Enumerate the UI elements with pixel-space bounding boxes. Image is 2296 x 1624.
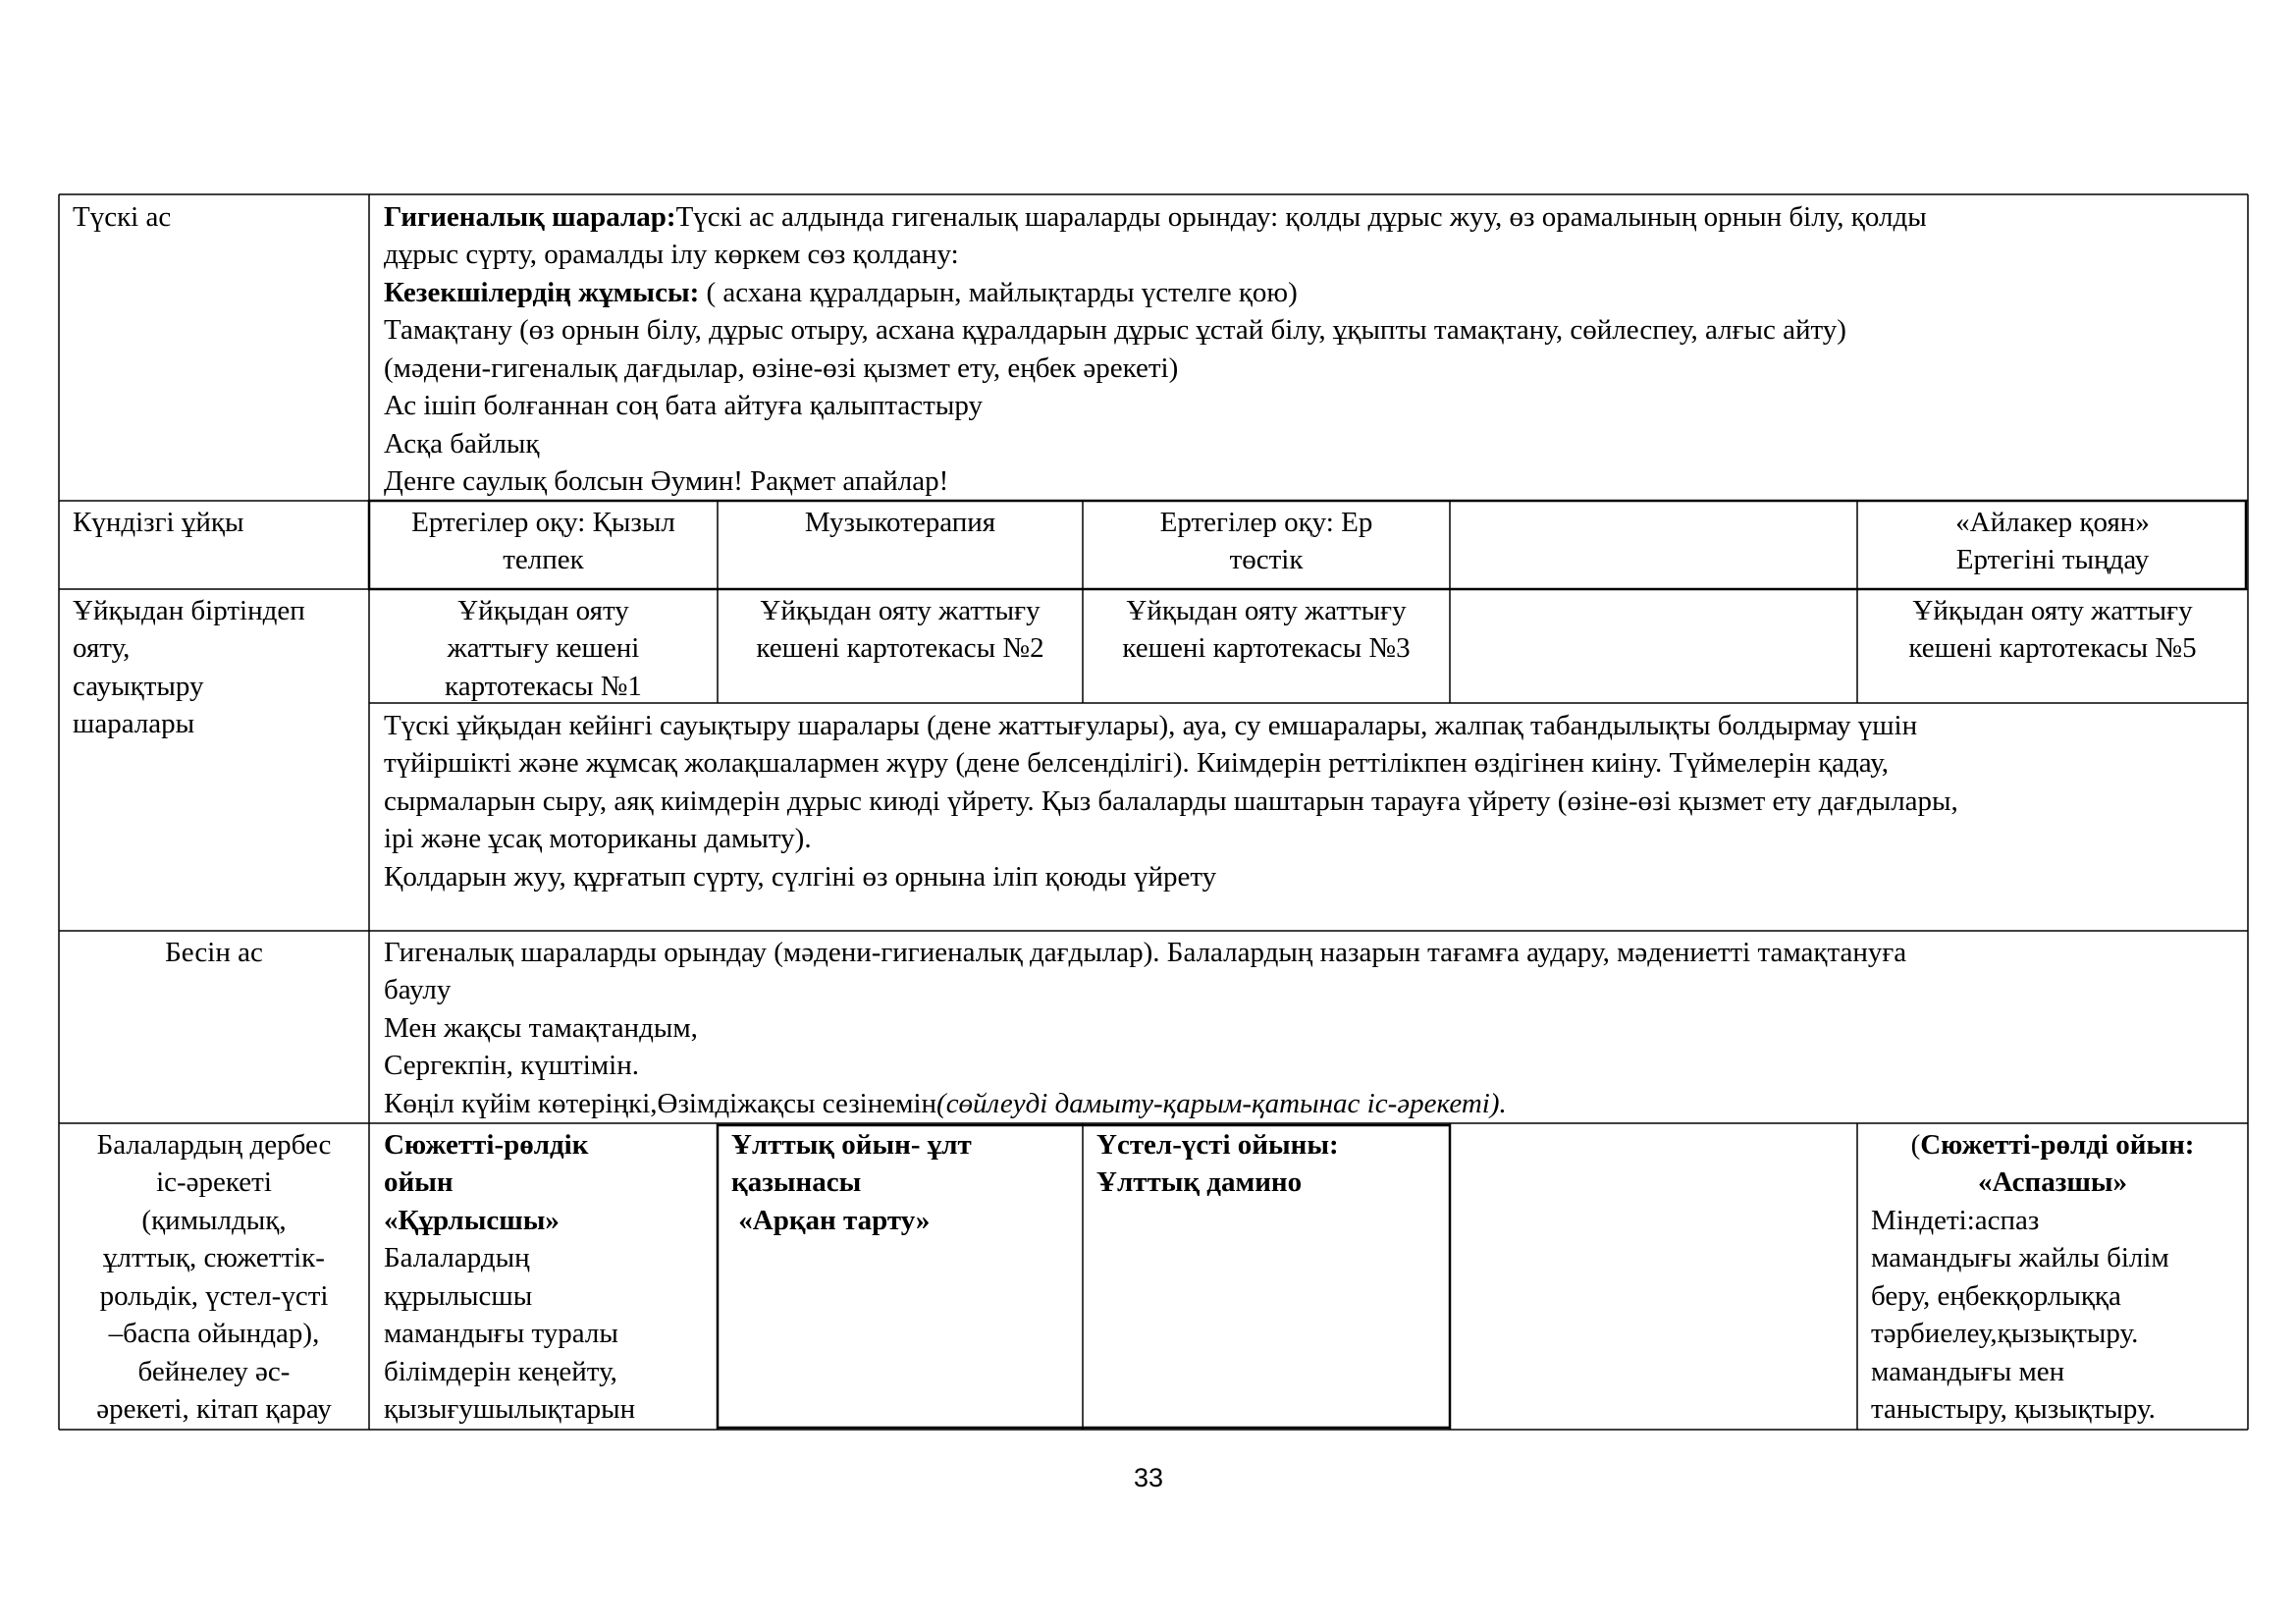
hygiene-text: Түскі ас алдында гигеналық шараларды орындау: қолды дұрыс жуу, өз орамалының орнын білу, қолды xyxy=(675,201,1927,233)
row-label-activity-7: бейнелеу әс- xyxy=(137,1356,291,1387)
snack-line-2: баулу xyxy=(384,974,452,1005)
snack-line-3: Мен жақсы тамақтандым, xyxy=(384,1012,698,1044)
row-label-activity-2: іс-әрекеті xyxy=(156,1166,272,1198)
row-label-lunch: Түскі ас xyxy=(73,201,172,233)
duty-text: ( асхана құралдарын, майлықтарды үстелге қою) xyxy=(699,277,1298,308)
activity-friday-line-2: «Аспазшы» xyxy=(1977,1166,2128,1198)
activity-monday-line-2: ойын xyxy=(384,1166,454,1198)
lunch-line-1 xyxy=(384,198,1927,237)
nap-monday-line-1: Ертегілер оқу: Қызыл xyxy=(411,507,675,538)
wake-tuesday-line-2: кешені картотекасы №2 xyxy=(756,632,1044,664)
activity-friday-paren: ( xyxy=(1910,1129,1921,1161)
wake-friday-line-2: кешені картотекасы №5 xyxy=(1908,632,2197,664)
row-label-snack: Бесін ас xyxy=(165,937,263,968)
wake-paragraph-line-4: ірі және ұсақ моториканы дамыту). xyxy=(384,823,812,854)
nap-wednesday-line-2: төстік xyxy=(1229,544,1304,575)
wake-paragraph-line-1: Түскі ұйқыдан кейінгі сауықтыру шаралары (дене жаттығулары), ауа, су емшаралары, жалпақ табандылықты болдырмау үшін xyxy=(384,710,1918,741)
wake-monday-line-3: картотекасы №1 xyxy=(445,671,642,702)
lunch-line-3 xyxy=(384,274,1298,312)
row-label-wake-3: сауықтыру xyxy=(73,671,204,702)
wake-paragraph-line-2: түйіршікті және жұмсақ жолақшалармен жүру (дене белсенділігі). Киімдерін реттілікпен өздігінен киіну. Түймелерін қадау, xyxy=(384,747,1890,779)
activity-friday-line-4: мамандығы жайлы білім xyxy=(1871,1242,2169,1273)
nap-friday-line-2: Ертегіні тыңдау xyxy=(1955,544,2150,575)
hygiene-title: Гигиеналық шаралар: xyxy=(384,201,676,233)
snack-line-5 xyxy=(384,1085,1507,1123)
activity-tuesday-line-2: қазынасы xyxy=(731,1166,862,1198)
snack-line-4: Сергекпін, күштімін. xyxy=(384,1050,639,1081)
row-label-wake-2: ояту, xyxy=(73,632,131,664)
nap-tuesday: Музыкотерапия xyxy=(804,507,996,538)
row-label-nap: Күндізгі ұйқы xyxy=(73,507,244,538)
lunch-line-8: Денге саулық болсын Әумин! Рақмет апайлар! xyxy=(384,465,949,497)
row-label-wake-4: шаралары xyxy=(73,708,195,739)
snack-line-5-text: Көңіл күйім көтеріңкі,Өзімдіжақсы сезінемін xyxy=(384,1088,937,1119)
snack-line-5-italic: (сөйлеуді дамыту-қарым-қатынас іс-әрекеті). xyxy=(936,1088,1507,1119)
nap-monday-line-2: телпек xyxy=(503,544,584,575)
wake-tuesday-line-1: Ұйқыдан ояту жаттығу xyxy=(760,595,1041,626)
duty-title: Кезекшілердің жұмысы: xyxy=(384,277,700,308)
wake-wednesday-line-1: Ұйқыдан ояту жаттығу xyxy=(1126,595,1407,626)
activity-friday-line-1 xyxy=(1857,1126,2248,1164)
lunch-line-5: (мәдени-гигеналық дағдылар, өзіне-өзі қызмет ету, еңбек әрекеті) xyxy=(384,352,1179,384)
nap-wednesday-line-1: Ертегілер оқу: Ер xyxy=(1159,507,1373,538)
activity-friday-line-3: Міндеті:аспаз xyxy=(1871,1205,2040,1236)
activity-monday-line-8: қызығушылықтарын xyxy=(384,1393,636,1425)
lunch-line-7: Асқа байлық xyxy=(384,428,540,460)
activity-friday-line-7: мамандығы мен xyxy=(1871,1356,2065,1387)
activity-tuesday-line-3: «Арқан тарту» xyxy=(731,1205,931,1236)
wake-monday-line-2: жаттығу кешені xyxy=(447,632,640,664)
row-label-activity-4: ұлттық, сюжеттік- xyxy=(103,1242,325,1273)
row-label-activity-6: –баспа ойындар), xyxy=(108,1318,320,1349)
activity-monday-line-5: құрылысшы xyxy=(384,1280,533,1312)
activity-friday-line-6: тәрбиелеу,қызықтыру. xyxy=(1871,1318,2139,1349)
activity-tuesday-line-1: Ұлттық ойын- ұлт xyxy=(731,1129,972,1161)
activity-wednesday-line-1: Үстел-үсті ойыны: xyxy=(1096,1129,1339,1161)
activity-monday-line-4: Балалардың xyxy=(384,1242,530,1273)
activity-friday-line-8: таныстыру, қызықтыру. xyxy=(1871,1393,2156,1425)
row-label-activity-1: Балалардың дербес xyxy=(96,1129,332,1161)
activity-monday-line-7: білімдерін кеңейту, xyxy=(384,1356,617,1387)
activity-monday-line-6: мамандығы туралы xyxy=(384,1318,618,1349)
wake-friday-line-1: Ұйқыдан ояту жаттығу xyxy=(1912,595,2193,626)
row-label-activity-3: (қимылдық, xyxy=(141,1205,287,1236)
wake-monday-line-1: Ұйқыдан ояту xyxy=(457,595,629,626)
activity-monday-line-3: «Құрлысшы» xyxy=(384,1205,560,1236)
snack-line-1: Гигеналық шараларды орындау (мәдени-гигиеналық дағдылар). Балалардың назарын тағамға аудару, мәдениетті тамақтануға xyxy=(384,937,1907,968)
row-label-activity-8: әрекеті, кітап қарау xyxy=(96,1393,332,1425)
wake-wednesday-line-2: кешені картотекасы №3 xyxy=(1122,632,1411,664)
lunch-line-2: дұрыс сүрту, орамалды ілу көркем сөз қолдану: xyxy=(384,239,959,270)
row-label-activity-5: рольдік, үстел-үсті xyxy=(99,1280,329,1312)
activity-friday-line-5: беру, еңбекқорлыққа xyxy=(1871,1280,2121,1312)
activity-friday-title: Сюжетті-рөлді ойын: xyxy=(1920,1129,2195,1161)
nap-friday-line-1: «Айлакер қоян» xyxy=(1955,507,2150,538)
wake-paragraph-line-5: Қолдарын жуу, құрғатып сүрту, сүлгіні өз орнына іліп қоюды үйрету xyxy=(384,861,1217,893)
activity-wednesday-line-2: Ұлттық дамино xyxy=(1096,1166,1303,1198)
wake-paragraph-line-3: сырмаларын сыру, аяқ киімдерін дұрыс киюді үйрету. Қыз балаларды шаштарын тарауға үйрету (өзіне-өзі қызмет ету дағдылары, xyxy=(384,785,1958,817)
page-number: 33 xyxy=(1133,1463,1164,1492)
lunch-line-6: Ас ішіп болғаннан соң бата айтуға қалыптастыру xyxy=(384,390,983,421)
row-label-wake-1: Ұйқыдан біртіндеп xyxy=(73,595,305,626)
lunch-line-4: Тамақтану (өз орнын білу, дұрыс отыру, асхана құралдарын дұрыс ұстай білу, ұқыпты тамақтану, сөйлеспеу, алғыс айту) xyxy=(384,314,1846,346)
activity-monday-line-1: Сюжетті-рөлдік xyxy=(384,1129,589,1161)
